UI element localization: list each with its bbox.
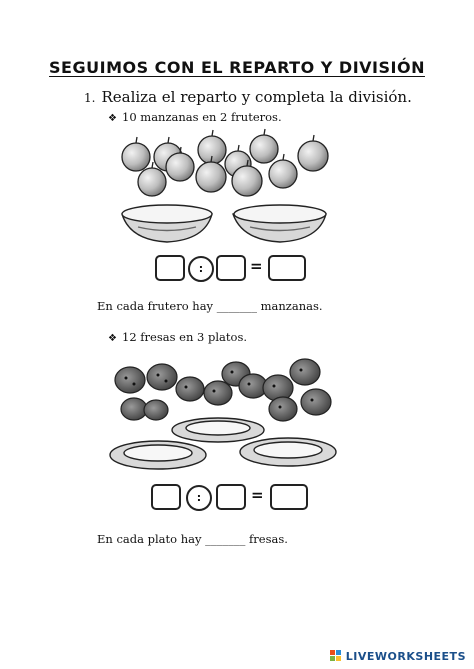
bullet-mark-icon: ❖ — [108, 333, 117, 344]
sentence-strawberries: En cada plato hay _______ fresas. — [97, 532, 288, 546]
equals-sign-1: = — [250, 257, 263, 275]
plate-icon — [110, 441, 206, 469]
strawberry-icon — [301, 389, 331, 415]
apple-icon — [196, 156, 226, 192]
strawberry-icon — [269, 397, 297, 421]
fruit-bowl-icon — [122, 205, 212, 242]
strawberries-illustration — [115, 359, 331, 421]
divisor-input-1[interactable] — [216, 255, 246, 281]
divisor-input-2[interactable] — [216, 484, 246, 510]
quotient-input-1[interactable] — [268, 255, 306, 281]
strawberry-icon — [144, 400, 168, 420]
apples-illustration — [122, 129, 328, 196]
dividend-input-2[interactable] — [151, 484, 181, 510]
footer-brand-text: LIVEWORKSHEETS — [345, 649, 466, 663]
strawberry-icon — [176, 377, 204, 401]
strawberry-icon — [263, 375, 293, 401]
plates-illustration — [110, 418, 336, 469]
division-operator-1: : — [188, 256, 214, 282]
fruit-bowl-icon — [233, 205, 326, 242]
sentence-apples: En cada frutero hay _______ manzanas. — [97, 299, 323, 313]
dividend-input-1[interactable] — [155, 255, 185, 281]
worksheet-title: SEGUIMOS CON EL REPARTO Y DIVISIÓN — [49, 58, 425, 77]
quotient-input-2[interactable] — [270, 484, 308, 510]
division-operator-2: : — [186, 485, 212, 511]
plate-icon — [240, 438, 336, 466]
equals-sign-2: = — [251, 486, 264, 504]
plate-icon — [172, 418, 264, 442]
apple-icon — [122, 137, 150, 171]
bullet-apples-text: 10 manzanas en 2 fruteros. — [122, 110, 282, 124]
bullet-mark-icon: ❖ — [108, 113, 117, 124]
bullet-strawberries-text: 12 fresas en 3 platos. — [122, 330, 248, 344]
bullet-strawberries — [108, 330, 247, 344]
apple-icon — [250, 129, 278, 163]
apple-icon — [298, 135, 328, 171]
fruit-bowls-illustration — [122, 205, 326, 242]
strawberry-icon — [115, 367, 145, 393]
strawberry-icon — [121, 398, 147, 420]
question-number: 1. — [84, 91, 96, 105]
question-text: Realiza el reparto y completa la división. — [101, 88, 412, 106]
strawberry-icon — [290, 359, 320, 385]
strawberry-icon — [147, 364, 177, 390]
footer-brand — [330, 649, 466, 663]
liveworksheets-logo-icon — [330, 650, 342, 662]
strawberry-icon — [204, 381, 232, 405]
